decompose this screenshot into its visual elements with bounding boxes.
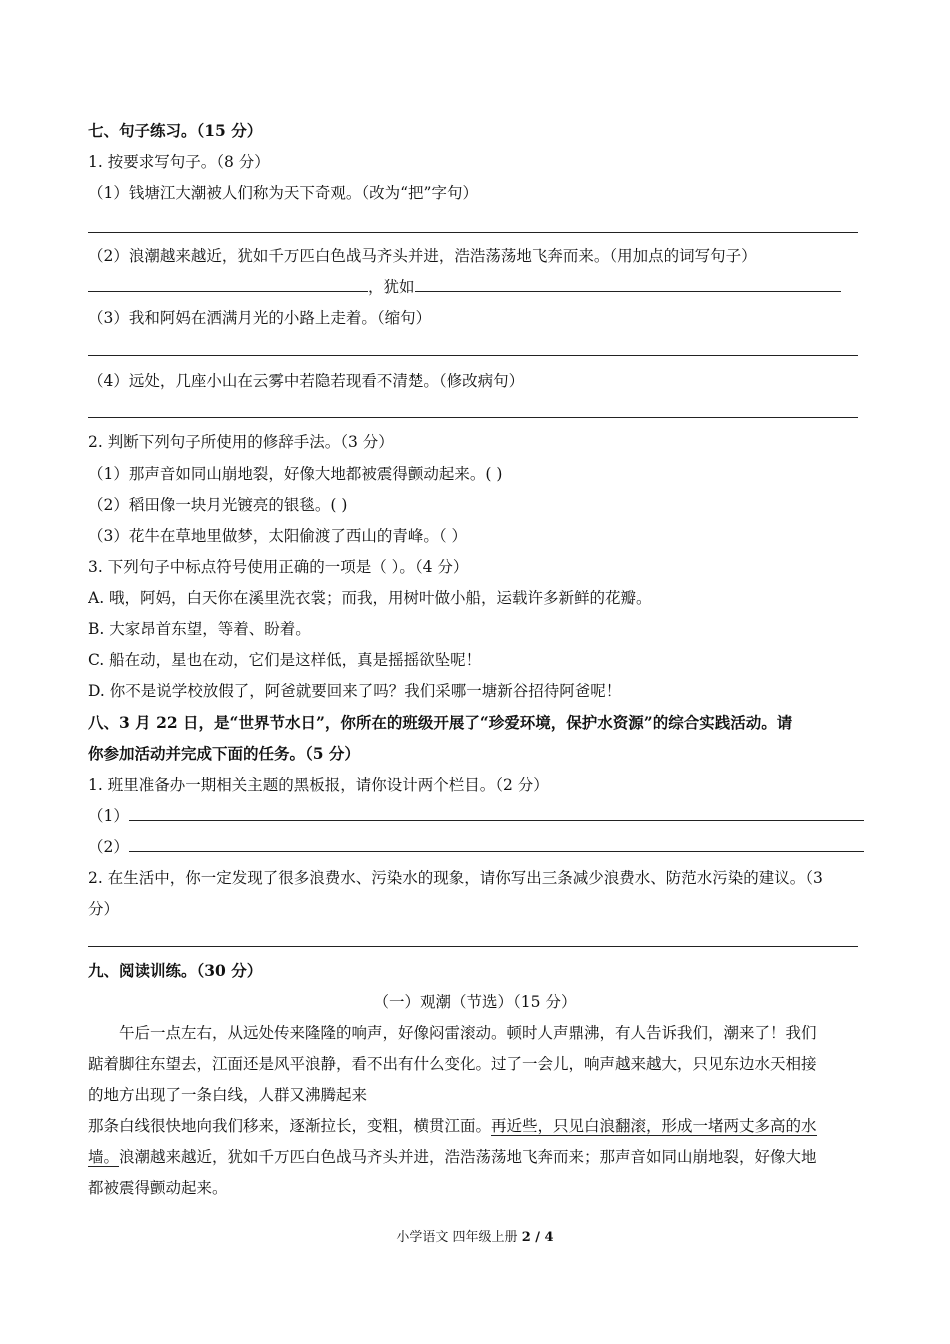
answer-line-7-1-3[interactable]: [88, 355, 858, 356]
answer-blank-right[interactable]: [415, 277, 841, 292]
page-footer: [0, 1226, 950, 1245]
q8-1: 1. 班里准备办一期相关主题的黑板报，请你设计两个栏目。（2 分）: [88, 776, 549, 794]
q7-3: 3. 下列句子中标点符号使用正确的一项是（ ）。（4 分）: [88, 558, 469, 576]
q8-1-2-row: [88, 836, 864, 858]
q8-1-1-row: [88, 805, 864, 827]
option-d: D. 你不是说学校放假了，阿爸就要回来了吗？我们采哪一塘新谷招待阿爸呢！: [88, 682, 622, 700]
q7-1-2-mid-text: ，犹如: [368, 278, 415, 296]
passage-p2-line2: [88, 1146, 864, 1168]
option-c: C. 船在动，星也在动，它们是这样低，真是摇摇欲坠呢！: [88, 651, 482, 669]
section-7-title: 七、句子练习。（15 分）: [88, 121, 263, 140]
q7-1-2: （2）浪潮越来越近，犹如千万匹白色战马齐头并进，浩浩荡荡地飞奔而来。（用加点的词写句子）: [88, 247, 757, 265]
passage-p1-line2: 踮着脚往东望去，江面还是风平浪静，看不出有什么变化。过了一会儿，响声越来越大，只见东边水天相接: [88, 1055, 817, 1073]
q8-1-1-label: （1）: [88, 807, 129, 825]
q8-2-line2: 分）: [88, 900, 120, 918]
answer-blank-8-1-2[interactable]: [129, 837, 864, 852]
answer-line-7-1-4[interactable]: [88, 417, 858, 418]
passage-title: （一）观潮（节选）（15 分）: [373, 993, 577, 1011]
passage-p1-line1: 午后一点左右，从远处传来隆隆的响声，好像闷雷滚动。顿时人声鼎沸，有人告诉我们，潮来了！我们: [119, 1024, 817, 1042]
underlined-sentence-part1: 再近些，只见白浪翻滚，形成一堵两丈多高的水: [491, 1117, 817, 1135]
section-8-title-line1: 八、3 月 22 日，是“世界节水日”，你所在的班级开展了“珍爱环境，保护水资源”的综合实践活动。请: [88, 713, 793, 732]
q7-2-1: （1）那声音如同山崩地裂，好像大地都被震得颤动起来。( ): [88, 465, 503, 483]
q7-2: 2. 判断下列句子所使用的修辞手法。（3 分）: [88, 433, 394, 451]
q7-1: 1. 按要求写句子。（8 分）: [88, 153, 270, 171]
q7-1-4: （4）远处，几座小山在云雾中若隐若现看不清楚。（修改病句）: [88, 372, 525, 390]
q8-2-line1: 2. 在生活中，你一定发现了很多浪费水、污染水的现象，请你写出三条减少浪费水、防范水污染的建议。（3: [88, 869, 823, 887]
answer-blank-left[interactable]: [88, 277, 368, 292]
answer-line-8-2[interactable]: [88, 946, 858, 947]
underlined-sentence-part2: 墙。: [88, 1148, 120, 1166]
option-b: B. 大家昂首东望，等着、盼着。: [88, 620, 311, 638]
q7-1-1: （1）钱塘江大潮被人们称为天下奇观。（改为“把”字句）: [88, 184, 478, 202]
answer-blank-8-1-1[interactable]: [129, 806, 864, 821]
q8-1-2-label: （2）: [88, 838, 129, 856]
section-9-title: 九、阅读训练。（30 分）: [88, 961, 263, 980]
footer-text: 小学语文 四年级上册: [396, 1230, 522, 1245]
answer-line-7-1-1[interactable]: [88, 232, 858, 233]
passage-p2-line3: 都被震得颤动起来。: [88, 1179, 228, 1197]
q7-2-2: （2）稻田像一块月光镀亮的银毯。( ): [88, 496, 348, 514]
q7-1-2-answer-row: [88, 276, 864, 298]
passage-p1-line3: 的地方出现了一条白线，人群又沸腾起来: [88, 1086, 368, 1104]
passage-p2-text-b: 浪潮越来越近，犹如千万匹白色战马齐头并进，浩浩荡荡地飞奔而来；那声音如同山崩地裂，好像大地: [119, 1148, 817, 1166]
passage-p2-line1: [88, 1115, 864, 1137]
q7-1-3: （3）我和阿妈在洒满月光的小路上走着。（缩句）: [88, 309, 432, 327]
passage-p2-text-a: 那条白线很快地向我们移来，逐渐拉长，变粗，横贯江面。: [88, 1117, 492, 1135]
page-number: 2 / 4: [521, 1230, 554, 1245]
option-a: A. 哦，阿妈，白天你在溪里洗衣裳；而我，用树叶做小船，运载许多新鲜的花瓣。: [88, 589, 652, 607]
q7-2-3: （3）花牛在草地里做梦，太阳偷渡了西山的青峰。（ ）: [88, 527, 468, 545]
section-8-title-line2: 你参加活动并完成下面的任务。（5 分）: [88, 744, 360, 763]
